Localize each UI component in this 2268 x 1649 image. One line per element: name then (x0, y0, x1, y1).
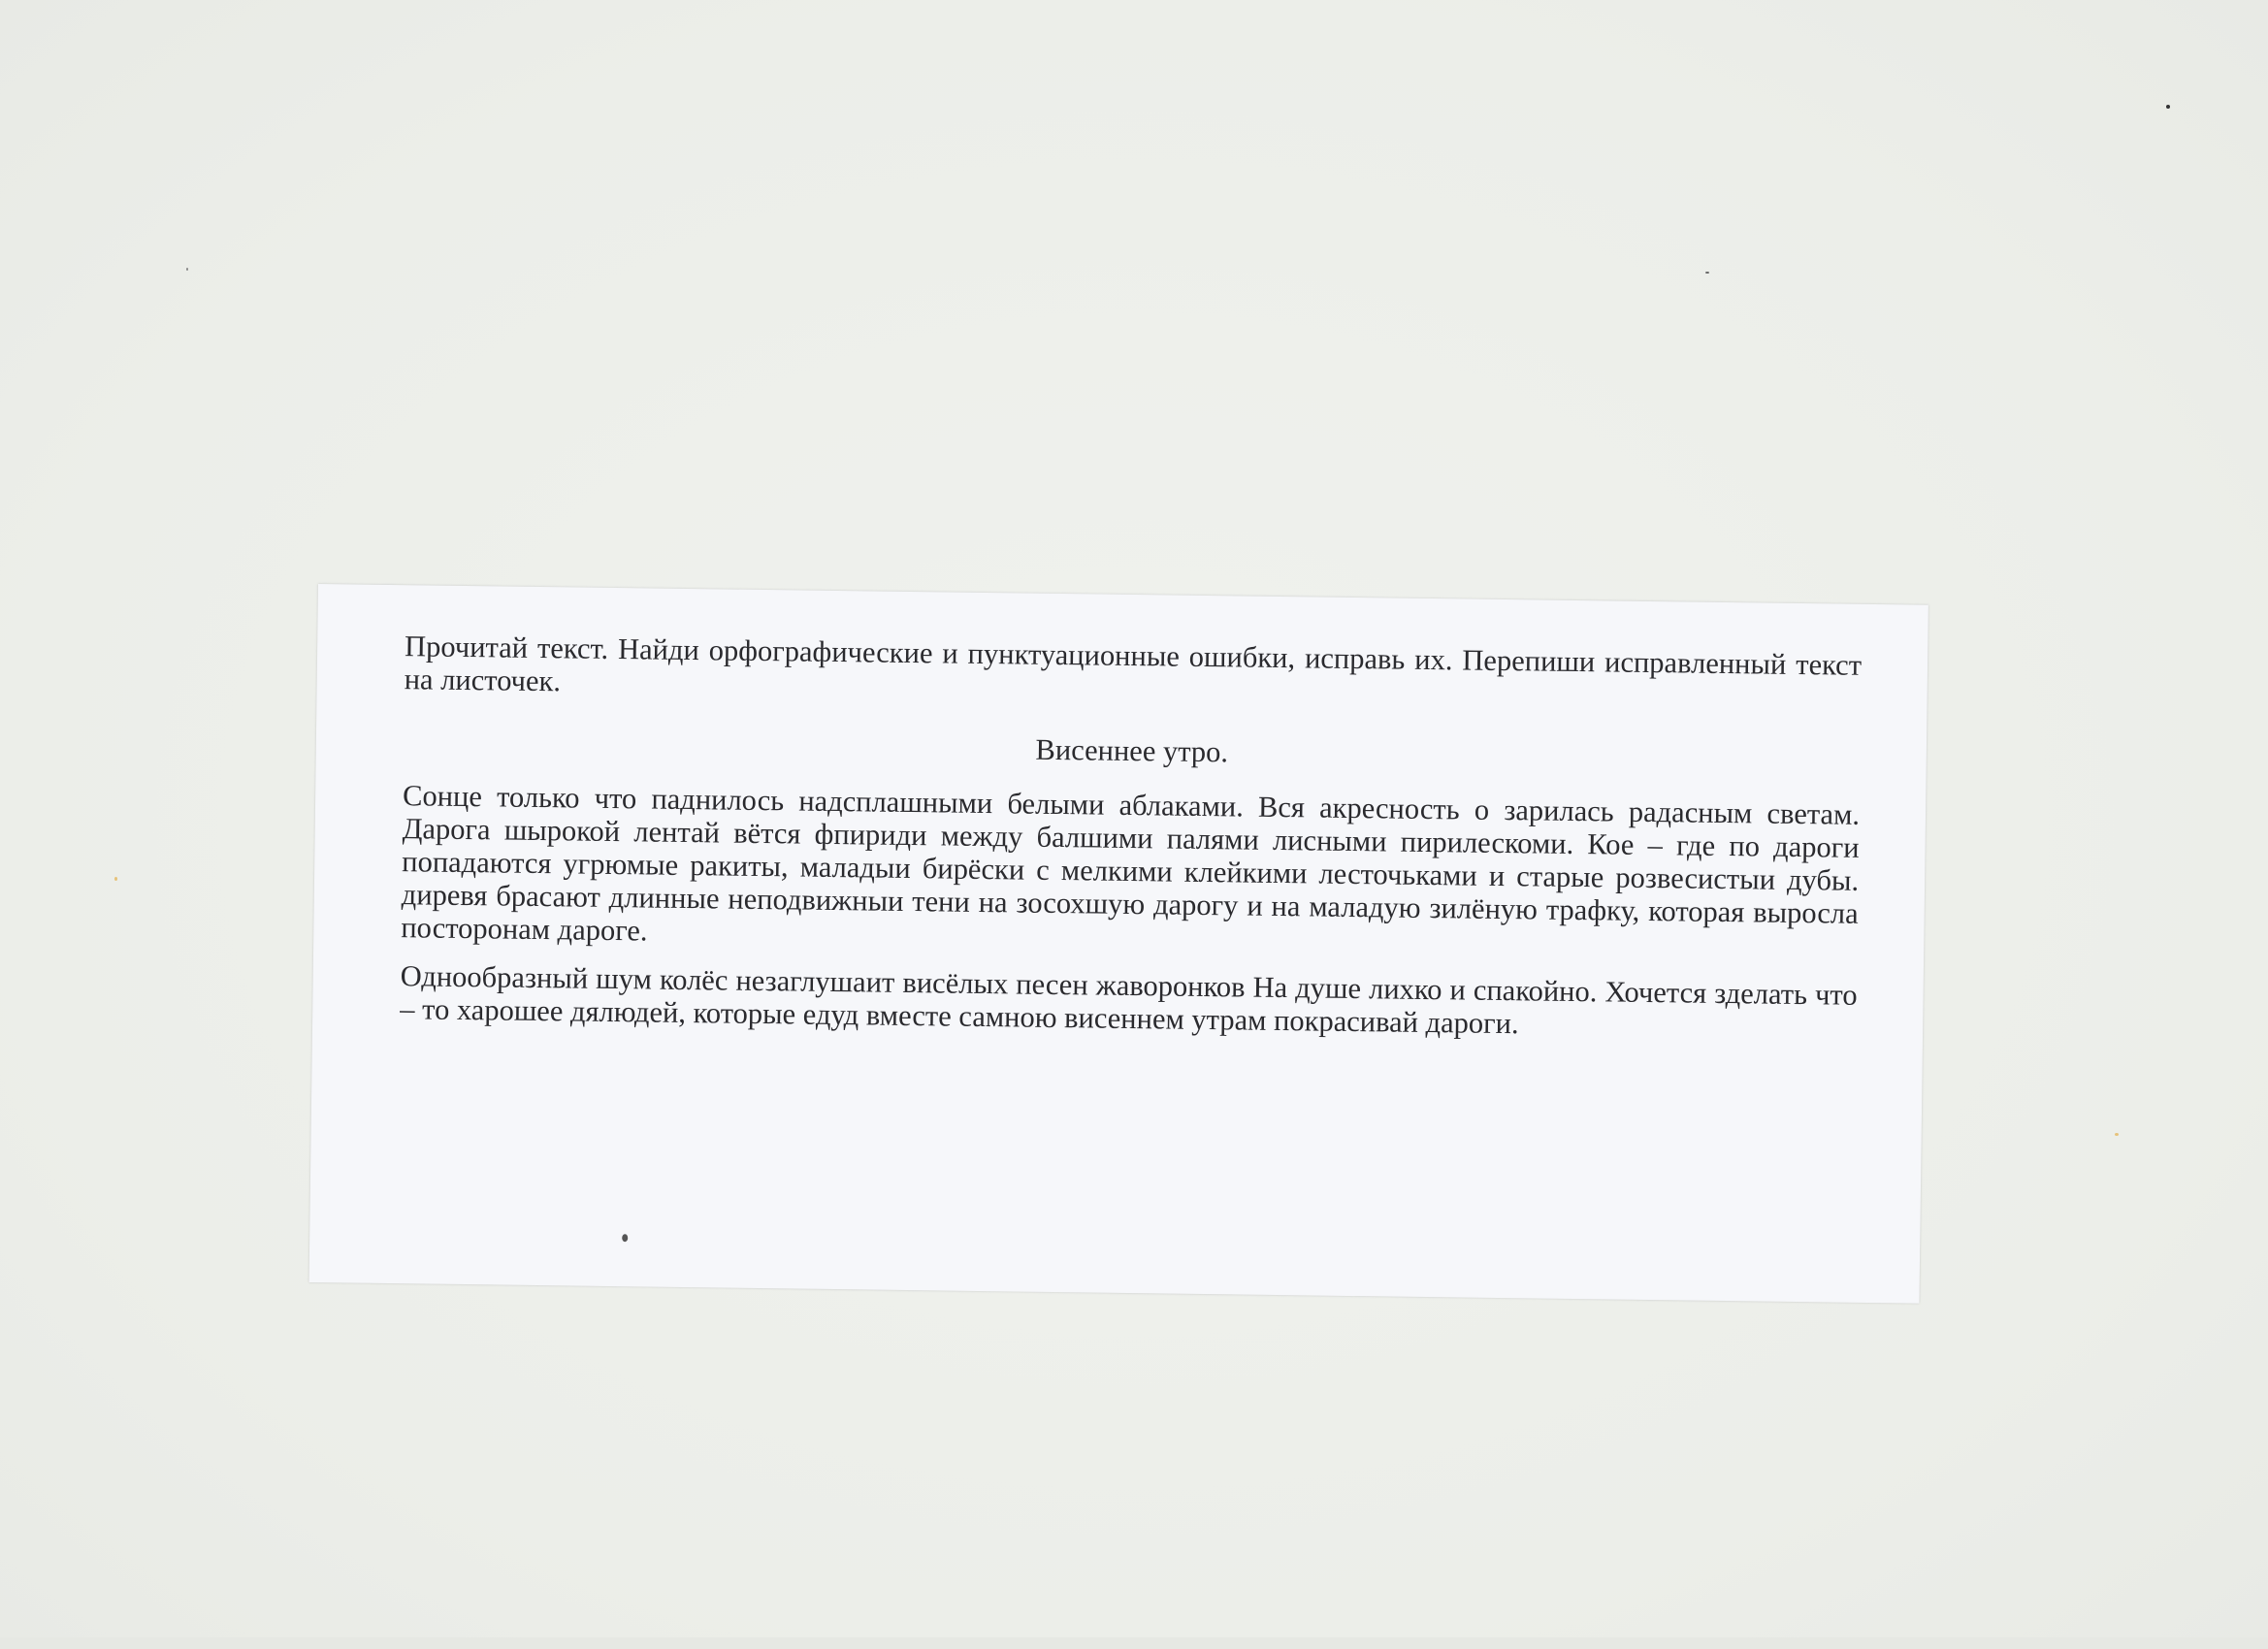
dust-speck (1705, 272, 1709, 274)
dust-speck (622, 1234, 628, 1242)
text-title: Висеннее утро. (1035, 732, 1229, 769)
dust-speck (186, 268, 188, 271)
dust-speck (2115, 1133, 2119, 1136)
paragraph-1: Сонце только что паднилось надсплашными белыми аблаками. Вся акресность о зарилась радасным светам. Дарога шырокой лентай вётся фпириди между балшими палями лисными пирилескоми. Кое – где по дароги попадаются угрюмые ракиты, маладыи бирёски с мелкими клейкими лесточьками и старые розвесистыи дубы. диревя брасают длинные неподвижныи тени на зосохшую дарогу и на маладую зилёную трафку, которая выросла посторонам дароге. (401, 779, 1861, 948)
dust-speck (114, 877, 117, 881)
scan-bottom-edge (0, 1637, 2268, 1649)
task-instruction: Прочитай текст. Найди орфографические и пунктуационные ошибки, исправь их. Перепиши исправленный текст на листочек. (404, 630, 1863, 698)
paper-sheet (309, 584, 1928, 1304)
sheet-content (400, 630, 1862, 1045)
dust-speck (2166, 105, 2170, 109)
paragraph-2: Однообразный шум колёс незаглушаит висёлых песен жаворонков На душе лихко и спакойно. Хочется зделать что – то харошее дялюдей, которые едуд вместе самною висеннем утрам покрасивай дароги. (400, 959, 1858, 1041)
